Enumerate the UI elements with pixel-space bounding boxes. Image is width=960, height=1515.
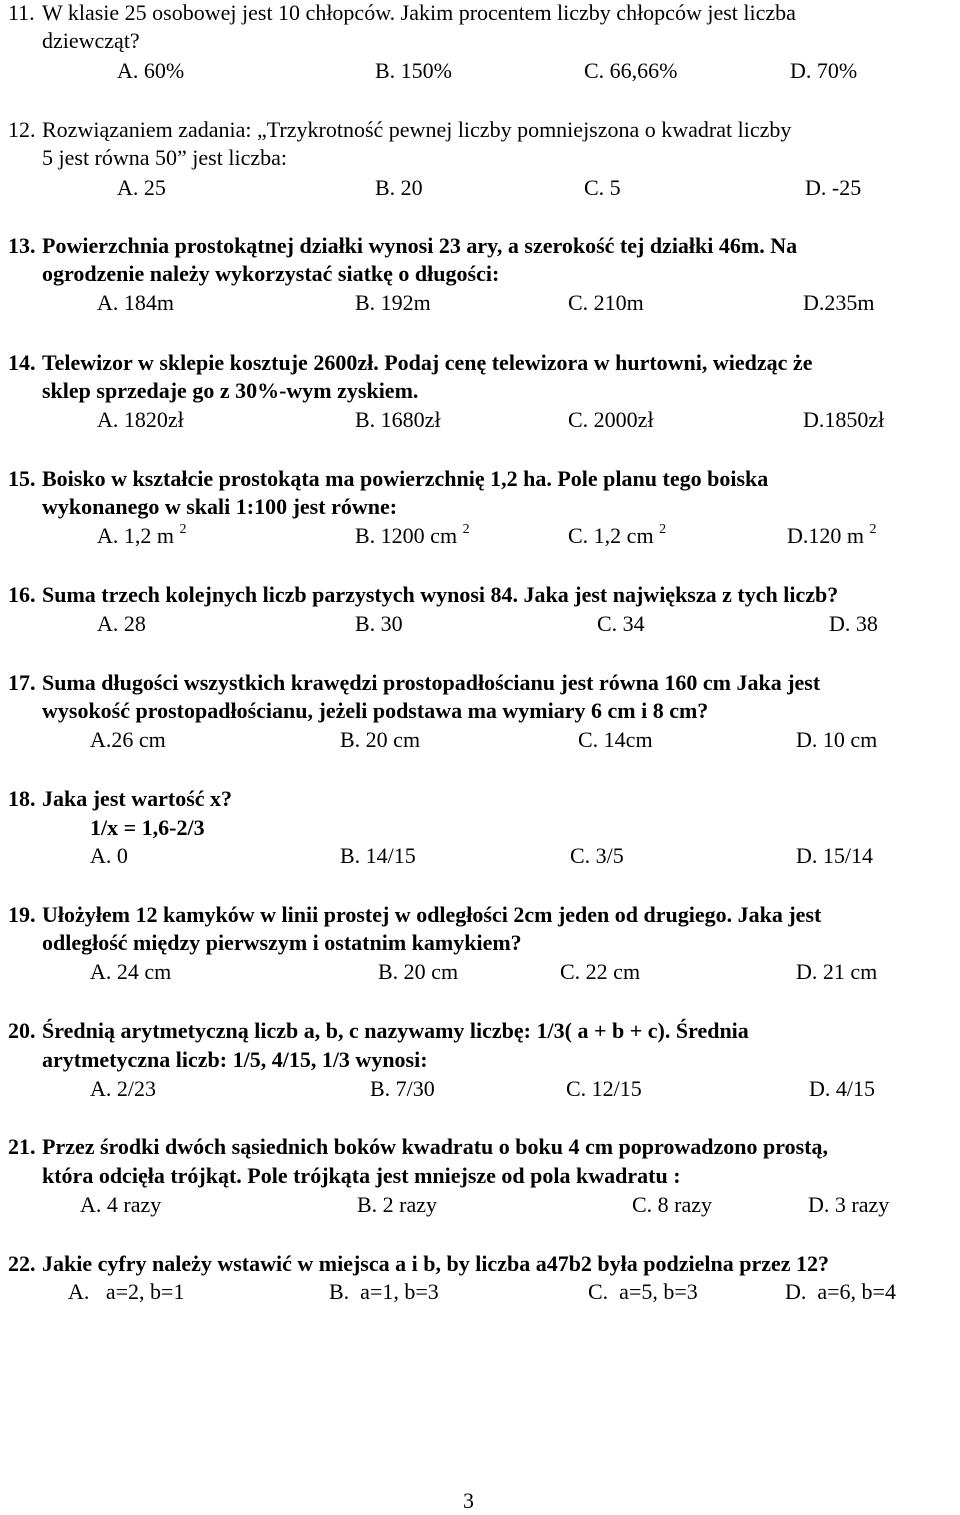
question-text-line: Telewizor w sklepie kosztuje 2600zł. Podaj cenę telewizora w hurtowni, wiedząc że [42, 350, 813, 375]
question-text-line: dziewcząt? [42, 28, 140, 53]
question-number: 21. [8, 1134, 36, 1159]
option-a: A. 2/23 [90, 1076, 156, 1101]
question-number: 20. [8, 1018, 36, 1043]
question-text-line: wysokość prostopadłościanu, jeżeli podstawa ma wymiary 6 cm i 8 cm? [42, 698, 709, 723]
option-c: C. 3/5 [570, 843, 624, 868]
question-text-line: która odcięła trójkąt. Pole trójkąta jest mniejsze od pola kwadratu : [42, 1163, 681, 1188]
option-a: A. 25 [117, 175, 166, 200]
option-a: A. 1820zł [97, 407, 184, 432]
page-number: 3 [463, 1488, 474, 1513]
option-a: A. 1,2 m $^2$ [97, 521, 187, 548]
option-b: B. 2 razy [357, 1192, 438, 1217]
option-c: C. 210m [568, 290, 644, 315]
option-b: B. a=1, b=3 [329, 1279, 439, 1304]
question-text-line: 5 jest równa 50” jest liczba: [42, 145, 287, 170]
option-d: D. 70% [790, 58, 858, 83]
option-a: A. 28 [97, 611, 146, 636]
option-d: D. 38 [829, 611, 878, 636]
superscript: 2 [462, 521, 470, 537]
question-text-line: Rozwiązaniem zadania: „Trzykrotność pewnej liczby pomniejszona o kwadrat liczby [42, 117, 792, 142]
question-number: 14. [8, 350, 36, 375]
question-number: 13. [8, 233, 36, 258]
question-text-line: Suma trzech kolejnych liczb parzystych wynosi 84. Jaka jest największa z tych liczb? [42, 582, 839, 607]
question-text-line: Powierzchnia prostokątnej działki wynosi 23 ary, a szerokość tej działki 46m. Na [42, 233, 798, 258]
option-d: D. 10 cm [796, 727, 878, 752]
option-d: D. 3 razy [808, 1192, 890, 1217]
option-c: C. 22 cm [560, 959, 641, 984]
option-a: A. 184m [97, 290, 174, 315]
option-b: B. 20 [375, 175, 423, 200]
option-b: B. 20 cm [378, 959, 459, 984]
option-c: C. 14cm [578, 727, 653, 752]
question-text-line: W klasie 25 osobowej jest 10 chłopców. Jakim procentem liczby chłopców jest liczba [42, 0, 796, 25]
option-c: C. 5 [584, 175, 621, 200]
option-c: C. 1,2 cm $^2$ [568, 521, 667, 548]
option-b: B. 192m [355, 290, 431, 315]
question-text-line: Suma długości wszystkich krawędzi prostopadłościanu jest równa 160 cm Jaka jest [42, 670, 821, 695]
option-b: B. 14/15 [340, 843, 416, 868]
question-number: 18. [8, 786, 36, 811]
option-c: C. 34 [597, 611, 645, 636]
question-number: 11. [8, 0, 35, 25]
option-d: D. -25 [805, 175, 862, 200]
question-number: 16. [8, 582, 36, 607]
option-c: C. 2000zł [568, 407, 654, 432]
question-text-line: ogrodzenie należy wykorzystać siatkę o długości: [42, 261, 500, 286]
option-a: A. a=2, b=1 [68, 1279, 185, 1304]
option-b: B. 7/30 [370, 1076, 435, 1101]
option-d: D.235m [803, 290, 875, 315]
option-d: D. 4/15 [809, 1076, 875, 1101]
option-a: A. 4 razy [80, 1192, 162, 1217]
option-a: A. 60% [117, 58, 185, 83]
question-text-line: wykonanego w skali 1:100 jest równe: [42, 494, 398, 519]
option-d: D. 15/14 [796, 843, 873, 868]
option-c: C. 8 razy [632, 1192, 713, 1217]
option-c: C. 66,66% [584, 58, 678, 83]
question-text-line: odległość między pierwszym i ostatnim kamykiem? [42, 930, 522, 955]
question-text-line: Średnią arytmetyczną liczb a, b, c nazywamy liczbę: 1/3( a + b + c). Średnia [42, 1018, 749, 1043]
question-equation: 1/x = 1,6-2/3 [90, 815, 205, 840]
option-b: B. 20 cm [340, 727, 421, 752]
question-text-line: Jaka jest wartość x? [42, 786, 233, 811]
option-b: B. 1680zł [355, 407, 441, 432]
question-text-line: Ułożyłem 12 kamyków w linii prostej w odległości 2cm jeden od drugiego. Jaka jest [42, 902, 822, 927]
option-d: D.120 m $^2$ [787, 521, 877, 548]
superscript: 2 [869, 521, 877, 537]
option-b: B. 1200 cm $^2$ [355, 521, 470, 548]
question-text-line: sklep sprzedaje go z 30%-wym zyskiem. [42, 378, 419, 403]
question-number: 17. [8, 670, 36, 695]
option-b: B. 150% [375, 58, 452, 83]
option-a: A. 24 cm [90, 959, 172, 984]
option-d: D.1850zł [803, 407, 885, 432]
question-text-line: Jakie cyfry należy wstawić w miejsca a i b, by liczba a47b2 była podzielna przez 12? [42, 1251, 830, 1276]
question-text-line: arytmetyczna liczb: 1/5, 4/15, 1/3 wynosi: [42, 1047, 428, 1072]
option-d: D. 21 cm [796, 959, 878, 984]
option-c: C. 12/15 [566, 1076, 642, 1101]
option-c: C. a=5, b=3 [588, 1279, 698, 1304]
superscript: 2 [179, 521, 187, 537]
question-text-line: Przez środki dwóch sąsiednich boków kwadratu o boku 4 cm poprowadzono prostą, [42, 1134, 829, 1159]
option-d: D. a=6, b=4 [785, 1279, 896, 1304]
option-b: B. 30 [355, 611, 403, 636]
question-number: 22. [8, 1251, 36, 1276]
question-number: 19. [8, 902, 36, 927]
option-a: A.26 cm [90, 727, 166, 752]
question-text-line: Boisko w kształcie prostokąta ma powierzchnię 1,2 ha. Pole planu tego boiska [42, 466, 769, 491]
question-number: 12. [8, 117, 36, 142]
question-number: 15. [8, 466, 36, 491]
option-a: A. 0 [90, 843, 128, 868]
superscript: 2 [659, 521, 667, 537]
